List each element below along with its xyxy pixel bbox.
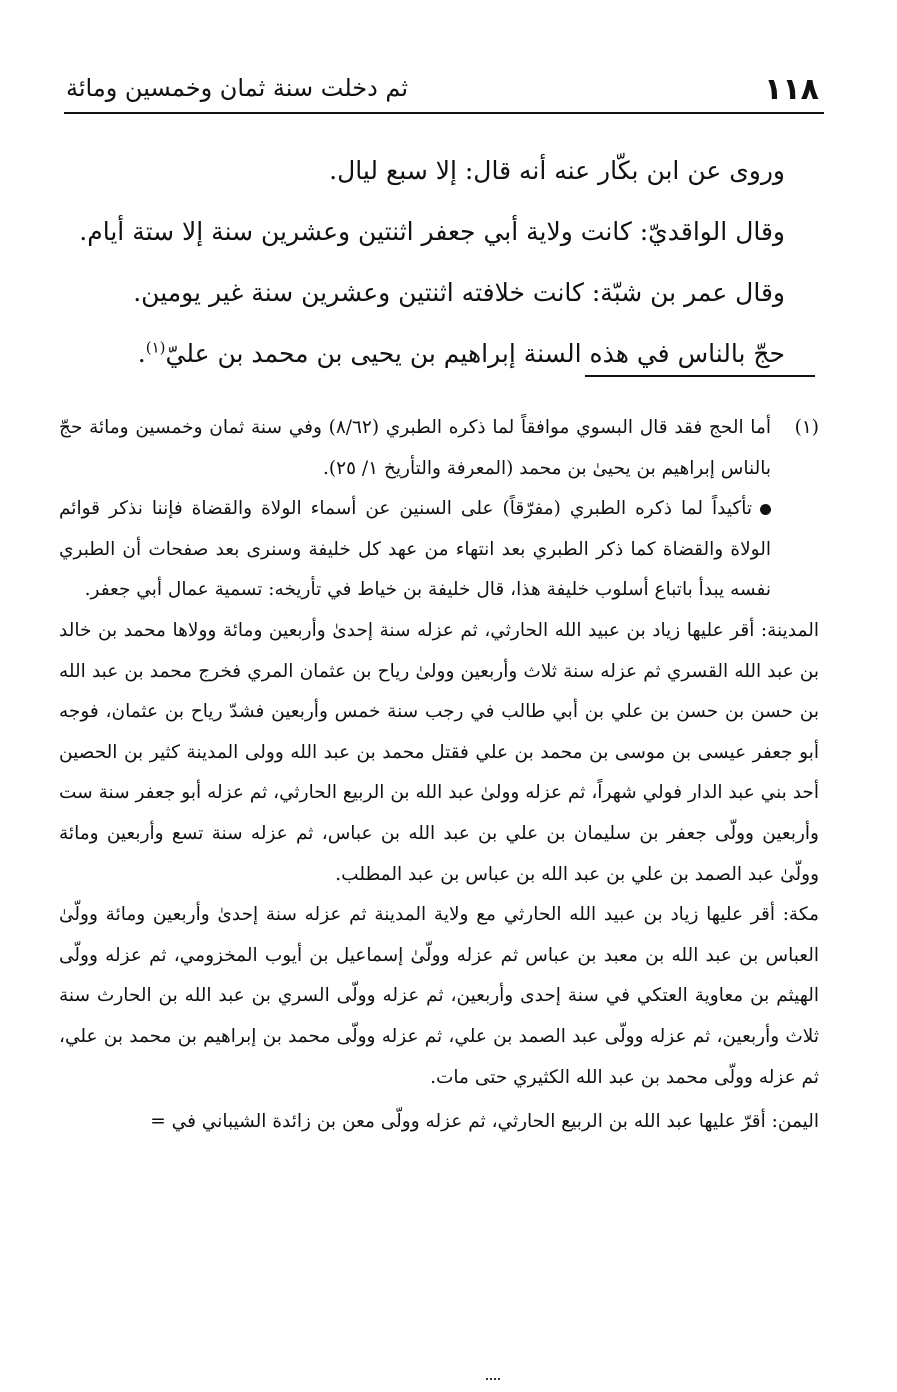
stray-print-mark (486, 1378, 500, 1383)
footnotes (59, 408, 819, 1143)
section-yemen (59, 1102, 819, 1143)
section-label-yemen: اليمن: (771, 1111, 819, 1133)
main-line-4-text: حجّ بالناس في هذه السنة إبراهيم بن يحيى بن محمد بن عليّ (165, 339, 785, 368)
section-label-makka: مكة: (782, 904, 819, 926)
section-madina (59, 611, 819, 895)
footnote-separator (585, 375, 815, 377)
main-line-4-end: . (137, 339, 146, 368)
bullet-icon (760, 504, 771, 515)
section-makka (59, 895, 819, 1098)
footnote-paragraph-hajj: أما الحج فقد قال البسوي موافقاً لما ذكره الطبري (٨/٦٢) وفي سنة ثمان وخمسين ومائة حجّ بالناس إبراهيم بن يحيىٰ بن محمد (المعرفة والتأريخ ١/ ٢٥). (59, 417, 771, 479)
section-text-makka: أقر عليها زياد بن عبيد الله الحارثي مع ولاية المدينة ثم عزله سنة إحدىٰ وأربعين ومائة وولّىٰ العباس بن عبد الله بن معبد بن عباس ثم عزله وولّىٰ إسماعيل بن أيوب المخزومي، ثم عزله وولّى الهيثم بن معاوية العتكي في سنة إحدى وأربعين، ثم عزله وولّى السري بن عبد الله بن الحارث سنة ثلاث وأربعين، ثم عزله وولّى عبد الصمد بن علي، ثم عزله وولّى محمد بن إبراهيم بن محمد بن علي، ثم عزله وولّى محمد بن عبد الله الكثيري حتى مات. (59, 904, 819, 1088)
header-rule (64, 112, 824, 114)
section-label-madina: المدينة: (760, 619, 819, 641)
footnote-body (59, 408, 771, 611)
main-line-2: وقال الواقديّ: كانت ولاية أبي جعفر اثنتين وعشرين سنة إلا ستة أيام. (79, 217, 785, 246)
main-text (79, 140, 785, 384)
section-text-yemen: أقرّ عليها عبد الله بن الربيع الحارثي، ثم عزله وولّى معن بن زائدة الشيباني في = (150, 1111, 766, 1133)
footnote-1 (59, 408, 819, 611)
main-line-1: وروى عن ابن بكّار عنه أنه قال: إلا سبع ليال. (329, 156, 785, 185)
page-number: ١١٨ (764, 72, 819, 107)
footnote-intro-text: تأكيداً لما ذكره الطبري (مفرّقاً) على السنين عن أسماء الولاة والقضاة فإننا نذكر قوائم الولاة والقضاة كما ذكر الطبري بعد انتهاء من عهد كل خليفة وسنرى بعد صفحات أن الطبري نفسه يبدأ باتباع أسلوب خليفة هذا، قال خليفة بن خياط في تأريخه: تسمية عمال أبي جعفر. (59, 498, 771, 601)
footnote-marker: (١) (794, 417, 819, 438)
running-title: ثم دخلت سنة ثمان وخمسين ومائة (66, 74, 409, 102)
footnote-paragraph-intro (59, 489, 771, 611)
main-line-3: وقال عمر بن شبّة: كانت خلافته اثنتين وعشرين سنة غير يومين. (133, 278, 785, 307)
footnote-reference[interactable]: (١) (145, 338, 166, 357)
section-text-madina: أقر عليها زياد بن عبيد الله الحارثي، ثم عزله سنة إحدىٰ وأربعين ومائة وولاها محمد بن خالد بن عبد الله القسري ثم عزله سنة ثلاث وأربعين وولىٰ رياح بن عثمان المري فخرج محمد بن عبد الله بن حسن بن حسن بن علي بن أبي طالب في رجب سنة خمس وأربعين فشدّ رياح بن عثمان، فوجه أبو جعفر عيسى بن موسى بن محمد بن علي فقتل محمد بن عبد الله وولى المدينة كثير بن الحصين أحد بني عبد الدار فولي شهراً، ثم عزله وولىٰ عبد الله بن الربيع الحارثي، ثم عزله أبو جعفر سنة ست وأربعين وولّى جعفر بن سليمان بن علي بن عبد الله بن عباس، ثم عزله سنة تسع وأربعين ومائة وولّىٰ عبد الصمد بن علي بن عبد الله بن عباس بن عبد المطلب. (59, 619, 819, 885)
